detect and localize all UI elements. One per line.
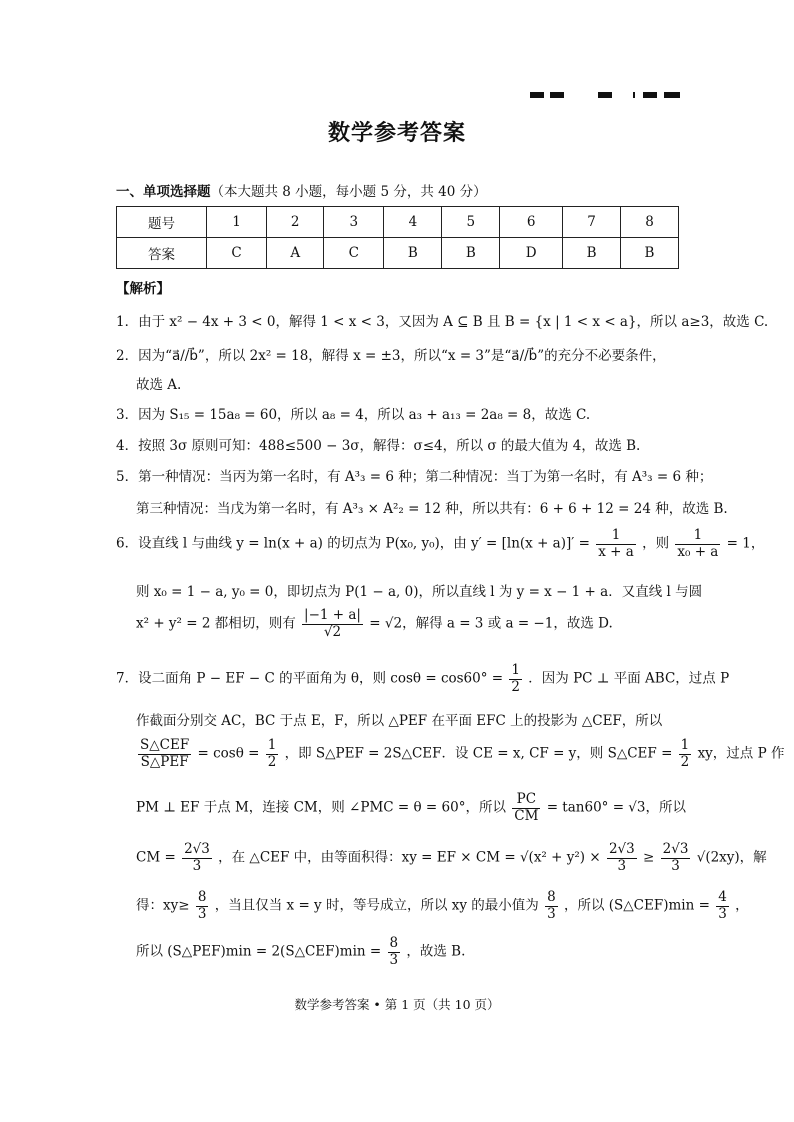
denominator: 3 [671, 857, 680, 874]
solution-4: 4．按照 3σ 原则可知：488≤500 − 3σ，解得：σ≤4，所以 σ 的最大值为 4，故选 B. [116, 438, 641, 454]
solution-6-line-1 [116, 528, 764, 560]
denominator: 3 [197, 905, 207, 922]
text: ，即 S△PEF = 2S△CEF．设 CE = x, CF = y，则 S△CEF = [284, 745, 673, 762]
text: ，则 [642, 535, 670, 552]
numerator: 8 [389, 935, 399, 951]
fraction [302, 608, 363, 640]
numerator: 4 [718, 889, 727, 905]
numerator: 1 [680, 737, 690, 753]
denominator: S△PEF [140, 753, 189, 770]
text: ≥ [643, 849, 655, 866]
table-cell: 8 [621, 207, 679, 238]
numerator: 2√3 [662, 841, 689, 857]
numerator: PC [512, 792, 540, 809]
answer-table [116, 206, 679, 269]
header-mark [643, 92, 657, 98]
solution-6-line-2: 则 x₀ = 1 − a, y₀ = 0，即切点为 P(1 − a, 0)，所以直线 l 为 y = x − 1 + a．又直线 l 与圆 [136, 584, 703, 600]
table-cell: 3 [324, 207, 384, 238]
table-cell: 5 [442, 207, 500, 238]
fraction [182, 842, 212, 874]
table-cell: 4 [384, 207, 442, 238]
text: = √2，解得 a = 3 或 a = −1，故选 D. [369, 615, 613, 632]
numerator: 8 [197, 889, 207, 905]
fraction [607, 842, 637, 874]
section-heading-label: 一、单项选择题 [116, 184, 211, 200]
text: 6．设直线 l 与曲线 y = ln(x + a) 的切点为 P(x₀, y₀)，由 y′ = [ln(x + a)]′ = [116, 535, 590, 552]
table-row-answers [117, 238, 679, 269]
denominator: CM [514, 807, 539, 824]
header-mark [598, 92, 612, 98]
header-mark [664, 92, 680, 98]
section-heading [116, 180, 487, 200]
header-mark [550, 92, 564, 98]
table-cell: 7 [563, 207, 621, 238]
text: ，故选 B. [406, 943, 466, 960]
fraction [596, 528, 636, 560]
text: xy，过点 P 作 [697, 745, 785, 762]
solution-7-line-2: 作截面分别交 AC，BC 于点 E，F，所以 △PEF 在平面 EFC 上的投影为 △CEF，所以 [136, 713, 663, 729]
text: x² + y² = 2 都相切，则有 [136, 615, 296, 632]
header-mark [633, 92, 635, 98]
section-heading-note: （本大题共 8 小题，每小题 5 分，共 40 分） [210, 184, 487, 200]
table-row-numbers [117, 207, 679, 238]
denominator: 3 [617, 857, 627, 874]
solution-7-line-7 [136, 936, 465, 968]
table-header-cell: 答案 [117, 238, 207, 269]
denominator: 3 [389, 951, 399, 968]
denominator: 3 [192, 857, 202, 874]
text: = 1， [726, 535, 765, 552]
table-cell: 2 [267, 207, 324, 238]
fraction [716, 890, 729, 922]
numerator: 2√3 [184, 841, 210, 857]
numerator: 1 [511, 662, 520, 678]
text: 得：xy≥ [136, 897, 190, 914]
table-cell: B [384, 238, 442, 269]
page-title: 数学参考答案 [327, 121, 466, 146]
fraction [388, 936, 401, 968]
table-cell: B [621, 238, 679, 269]
text: ．因为 PC ⊥ 平面 ABC，过点 P [528, 670, 730, 687]
solution-7-line-6 [136, 890, 749, 922]
header-mark [530, 92, 544, 98]
table-cell: C [207, 238, 267, 269]
text: = cosθ = [197, 745, 260, 762]
numerator: |−1 + a| [304, 607, 361, 623]
numerator: 1 [675, 528, 720, 545]
numerator: 1 [267, 737, 277, 753]
table-cell: C [324, 238, 384, 269]
text: √(2xy)，解 [696, 849, 767, 866]
fraction [138, 738, 191, 770]
page-footer: 数学参考答案 • 第 1 页（共 10 页） [294, 997, 500, 1012]
text: PM ⊥ EF 于点 M，连接 CM，则 ∠PMC = θ = 60°，所以 [136, 799, 506, 816]
table-cell: D [500, 238, 563, 269]
solution-7-line-1 [116, 663, 729, 695]
denominator: x + a [598, 543, 634, 560]
fraction [509, 663, 522, 695]
table-cell: 6 [500, 207, 563, 238]
table-header-cell: 题号 [117, 207, 207, 238]
fraction [661, 842, 691, 874]
text: ，所以 (S△CEF)min = [563, 897, 710, 914]
solution-7-line-5 [136, 842, 767, 874]
text: 所以 (S△PEF)min = 2(S△CEF)min = [136, 943, 382, 960]
text: = tan60° = √3，所以 [546, 799, 686, 816]
solution-1: 1．由于 x² − 4x + 3 < 0，解得 1 < x < 3，又因为 A ⊆ B 且 B = {x | 1 < x < a}，所以 a≥3，故选 C. [116, 314, 769, 330]
fraction [545, 890, 558, 922]
solution-6-line-3 [136, 608, 613, 640]
table-cell: A [267, 238, 324, 269]
solution-3: 3．因为 S₁₅ = 15a₈ = 60，所以 a₈ = 4，所以 a₃ + a₁₃ = 2a₈ = 8，故选 C. [116, 407, 591, 423]
numerator: S△CEF [140, 737, 190, 753]
text: ，在 △CEF 中，由等面积得：xy = EF × CM = √(x² + y²) × [218, 849, 601, 866]
text: ，当且仅当 x = y 时，等号成立，所以 xy 的最小值为 [214, 897, 539, 914]
denominator: x₀ + a [677, 543, 719, 560]
solution-2-line-2: 故选 A. [136, 377, 182, 393]
fraction [675, 528, 720, 560]
fraction [196, 890, 209, 922]
denominator: 3 [547, 905, 556, 922]
numerator: 2√3 [608, 841, 635, 857]
fraction [679, 738, 692, 770]
solution-5-line-2: 第三种情况：当戊为第一名时，有 A³₃ × A²₂ = 12 种，所以共有：6 + 6 + 12 = 24 种，故选 B. [136, 501, 728, 517]
text: 7．设二面角 P − EF − C 的平面角为 θ，则 cosθ = cos60° = [116, 670, 504, 687]
table-cell: B [442, 238, 500, 269]
table-cell: 1 [207, 207, 267, 238]
analysis-label: 【解析】 [116, 281, 170, 297]
denominator: 3 [718, 905, 727, 922]
solution-2-line-1: 2．因为“a⃗//b⃗”，所以 2x² = 18，解得 x = ±3，所以“x = 3”是“a⃗//b⃗”的充分不必要条件， [116, 348, 666, 364]
denominator: √2 [323, 623, 342, 640]
numerator: 8 [547, 889, 556, 905]
denominator: 2 [511, 678, 520, 695]
solution-5-line-1: 5．第一种情况：当丙为第一名时，有 A³₃ = 6 种；第二种情况：当丁为第一名时，有 A³₃ = 6 种； [116, 469, 713, 485]
numerator: 1 [596, 528, 636, 545]
text: CM = [136, 849, 176, 866]
header-marks [528, 92, 688, 98]
table-cell: B [563, 238, 621, 269]
text: ， [735, 897, 749, 914]
solution-7-line-4 [136, 792, 686, 824]
fraction [512, 792, 540, 824]
denominator: 2 [680, 753, 690, 770]
denominator: 2 [267, 753, 277, 770]
fraction [266, 738, 279, 770]
solution-7-line-3 [136, 738, 784, 770]
